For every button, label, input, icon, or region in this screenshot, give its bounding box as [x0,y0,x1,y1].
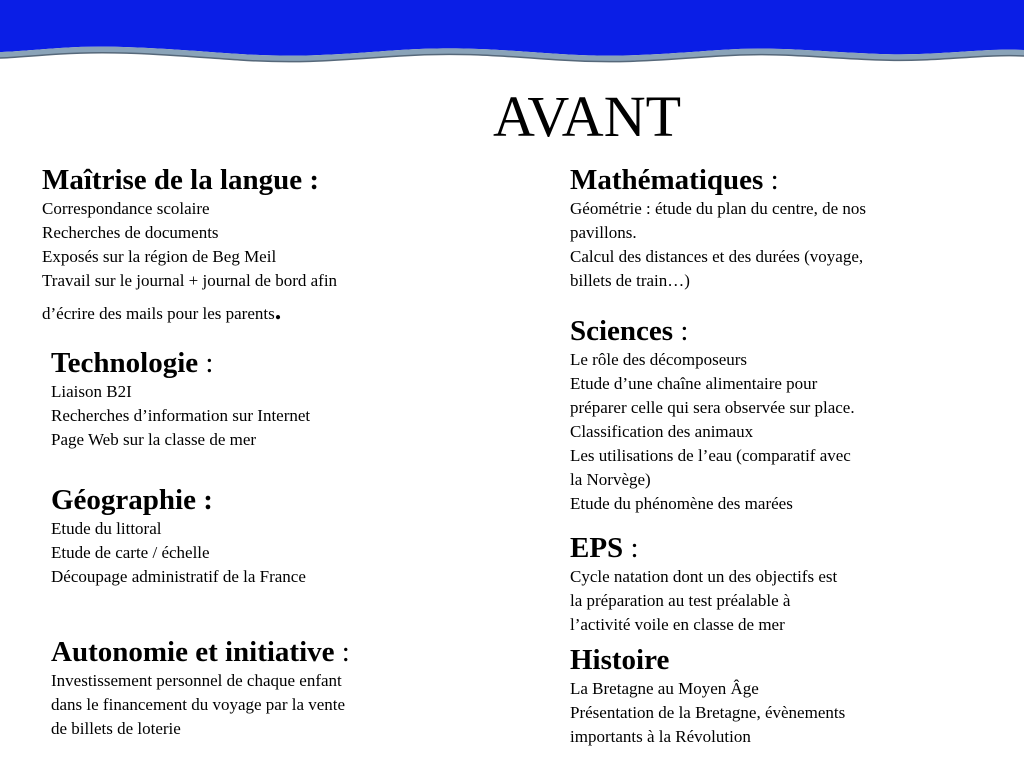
list-item: Investissement personnel de chaque enfant [51,671,342,690]
list-item: importants à la Révolution [570,727,751,746]
section-histoire [570,643,845,749]
list-item: de billets de loterie [51,719,181,738]
section-langue-heading: Maîtrise de la langue : [42,164,320,196]
section-mathematiques-heading [570,163,866,197]
wave-banner [0,0,1024,70]
list-item: Géométrie : étude du plan du centre, de nos [570,199,866,218]
section-technologie-heading [51,346,310,380]
list-item [42,296,337,326]
list-item: Présentation de la Bretagne, évènements [570,703,846,722]
heading-colon: : [198,347,214,379]
heading-text: Sciences [570,315,674,347]
heading-text: Mathématiques [570,164,764,196]
heading-text: Autonomie et initiative [51,636,335,668]
section-histoire-heading: Histoire [570,644,670,676]
section-sciences-heading [570,314,855,348]
list-item: la préparation au test préalable à [570,591,791,610]
section-mathematiques [570,163,866,293]
list-item: Exposés sur la région de Beg Meil [42,247,277,266]
section-technologie [51,346,310,452]
heading-colon: : [763,164,779,196]
heading-text: Technologie [51,347,199,379]
list-item: Etude du phénomène des marées [570,494,793,513]
list-item: Travail sur le journal + journal de bord afin [42,271,338,290]
list-item: préparer celle qui sera observée sur place. [570,398,855,417]
list-item: Page Web sur la classe de mer [51,430,257,449]
list-item: la Norvège) [570,470,651,489]
heading-colon: : [623,532,639,564]
section-sciences [570,314,855,516]
section-geographie [51,483,306,589]
list-item: Les utilisations de l’eau (comparatif avec [570,446,851,465]
list-item: Etude du littoral [51,519,162,538]
page-title: AVANT [492,84,682,149]
section-autonomie-heading [51,635,350,669]
list-item: Liaison B2I [51,382,132,401]
section-autonomie [51,635,350,741]
section-eps-heading [570,531,837,565]
list-item: Recherches d’information sur Internet [51,406,311,425]
list-item-text: d’écrire des mails pour les parents [42,304,275,323]
list-item: La Bretagne au Moyen Âge [570,679,759,698]
list-item: Calcul des distances et des durées (voyage, [570,247,864,266]
bold-period: . [274,296,282,325]
list-item: billets de train…) [570,271,690,290]
list-item: Découpage administratif de la France [51,567,306,586]
heading-colon: : [673,315,689,347]
list-item: Etude de carte / échelle [51,543,210,562]
list-item: Cycle natation dont un des objectifs est [570,567,838,586]
section-geographie-heading: Géographie : [51,484,213,516]
list-item: Le rôle des décomposeurs [570,350,748,369]
heading-colon: : [334,636,350,668]
list-item: l’activité voile en classe de mer [570,615,785,634]
list-item: dans le financement du voyage par la vente [51,695,346,714]
heading-text: EPS [570,532,624,564]
section-eps [570,531,837,637]
list-item: Correspondance scolaire [42,199,210,218]
list-item: pavillons. [570,223,637,242]
section-langue [42,163,337,326]
list-item: Classification des animaux [570,422,754,441]
list-item: Etude d’une chaîne alimentaire pour [570,374,818,393]
list-item: Recherches de documents [42,223,219,242]
